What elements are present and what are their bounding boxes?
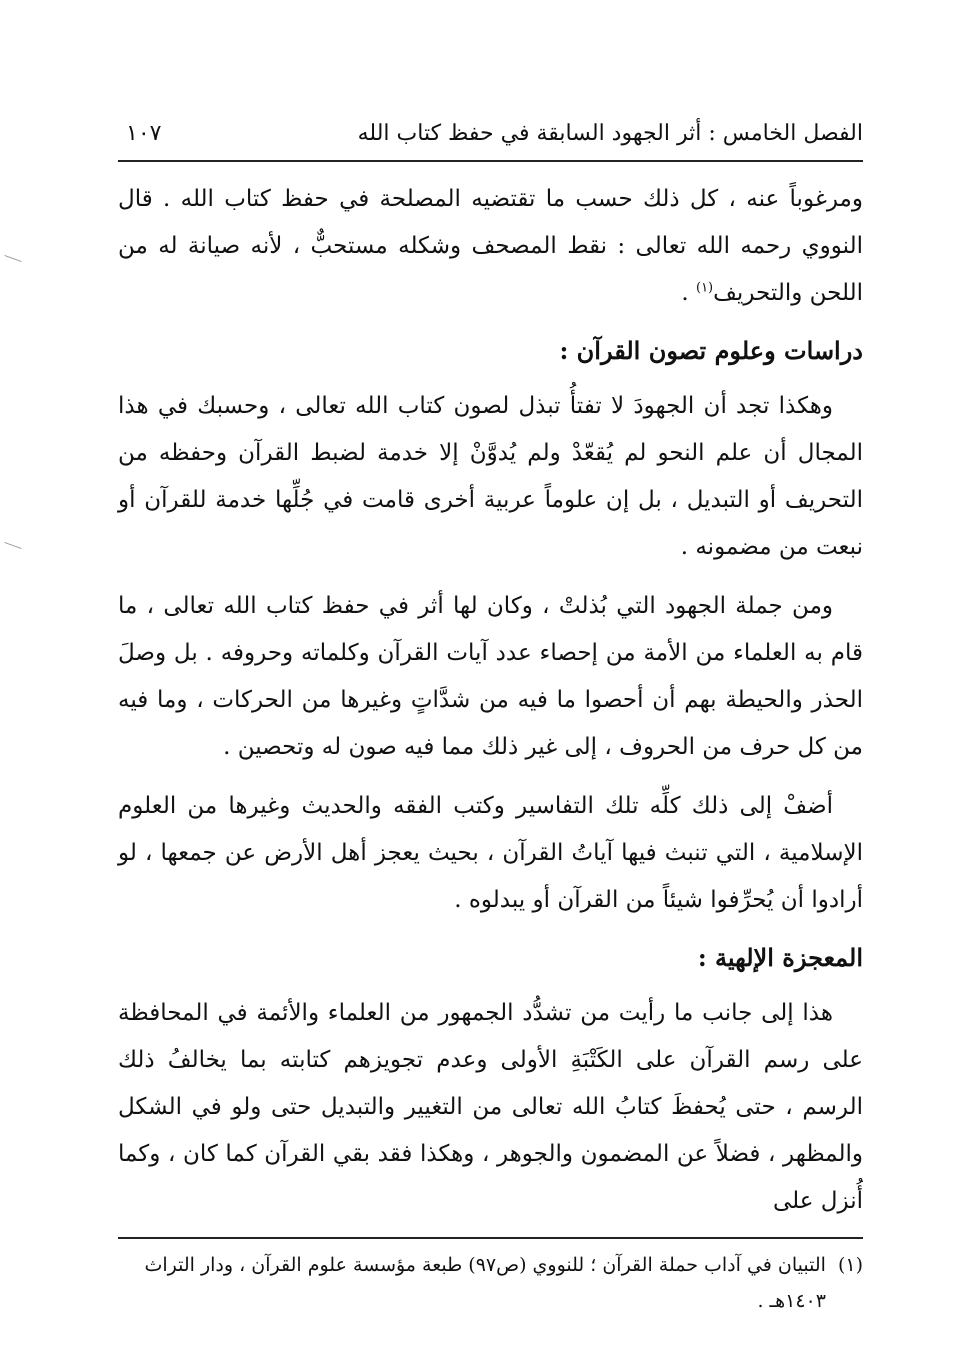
paragraph-text: ومرغوباً عنه ، كل ذلك حسب ما تقتضيه المصلحة في حفظ كتاب الله . قال النووي رحمه الله تعالى : نقط المصحف وشكله مستحبٌّ ، لأنه صيانة له من اللحن والتحريف — [118, 186, 863, 306]
running-header — [118, 112, 863, 156]
page-number: ١٠٧ — [126, 121, 162, 146]
footnote-reference: (١) — [695, 280, 714, 296]
header-rule — [118, 160, 863, 162]
paragraph: أضفْ إلى ذلك كلِّه تلك التفاسير وكتب الفقه والحديث وغيرها من العلوم الإسلامية ، التي تنبث فيها آياتُ القرآن ، بحيث يعجز أهل الأرض عن جمعها ، لو أرادوا أن يُحرِّفوا شيئاً من القرآن أو يبدلوه . — [118, 793, 863, 913]
paragraph: هذا إلى جانب ما رأيت من تشدُّد الجمهور من العلماء والأئمة في المحافظة على رسم القرآن على الكَتْبَةِ الأولى وعدم تجويزهم كتابته بما يخالفُ ذلك الرسم ، حتى يُحفظَ كتابُ الله تعالى من التغيير والتبديل حتى ولو في الشكل والمظهر ، فضلاً عن المضمون والجوهر ، وهكذا فقد بقي القرآن كما كان ، وكما أُنزل على — [118, 1000, 864, 1214]
paragraph: ومن جملة الجهود التي بُذلتْ ، وكان لها أثر في حفظ كتاب الله تعالى ، ما قام به العلماء من الأمة من إحصاء عدد آيات القرآن وكلماته وحروفه . بل وصلَ الحذر والحيطة بهم أن أحصوا ما فيه من شدَّاتٍ وغيرها من الحركات ، وما فيه من كل حرف من الحروف ، إلى غير ذلك مما فيه صون له وتحصين . — [118, 593, 863, 760]
scan-artifact-mark — [4, 542, 21, 549]
scan-artifact-mark — [4, 255, 21, 262]
section-heading-studies: دراسات وعلوم تصون القرآن : — [559, 336, 863, 365]
footnote-mark: (١) — [837, 1254, 863, 1276]
running-title: الفصل الخامس : أثر الجهود السابقة في حفظ كتاب الله — [357, 121, 863, 146]
book-page — [118, 112, 863, 1319]
section-heading-miracle: المعجزة الإلهية : — [697, 943, 863, 972]
main-text — [118, 176, 863, 1225]
paragraph-continued — [118, 176, 863, 317]
footnote-text: التبيان في آداب حملة القرآن ؛ للنووي (ص٩٧) طبعة مؤسسة علوم القرآن ، ودار التراث ١٤٠٣هـ . — [144, 1254, 826, 1312]
footnote — [118, 1247, 863, 1319]
paragraph-tail: . — [681, 280, 696, 306]
paragraph: وهكذا تجد أن الجهودَ لا تفتأُ تبذل لصون كتاب الله تعالى ، وحسبك في هذا المجال أن علم النحو لم يُقعّدْ ولم يُدوَّنْ إلا خدمة لضبط القرآن وحفظه من التحريف أو التبديل ، بل إن علوماً عربية أخرى قامت في جُلِّها خدمة للقرآن أو نبعت من مضمونه . — [118, 393, 863, 560]
footnote-rule — [118, 1237, 863, 1239]
